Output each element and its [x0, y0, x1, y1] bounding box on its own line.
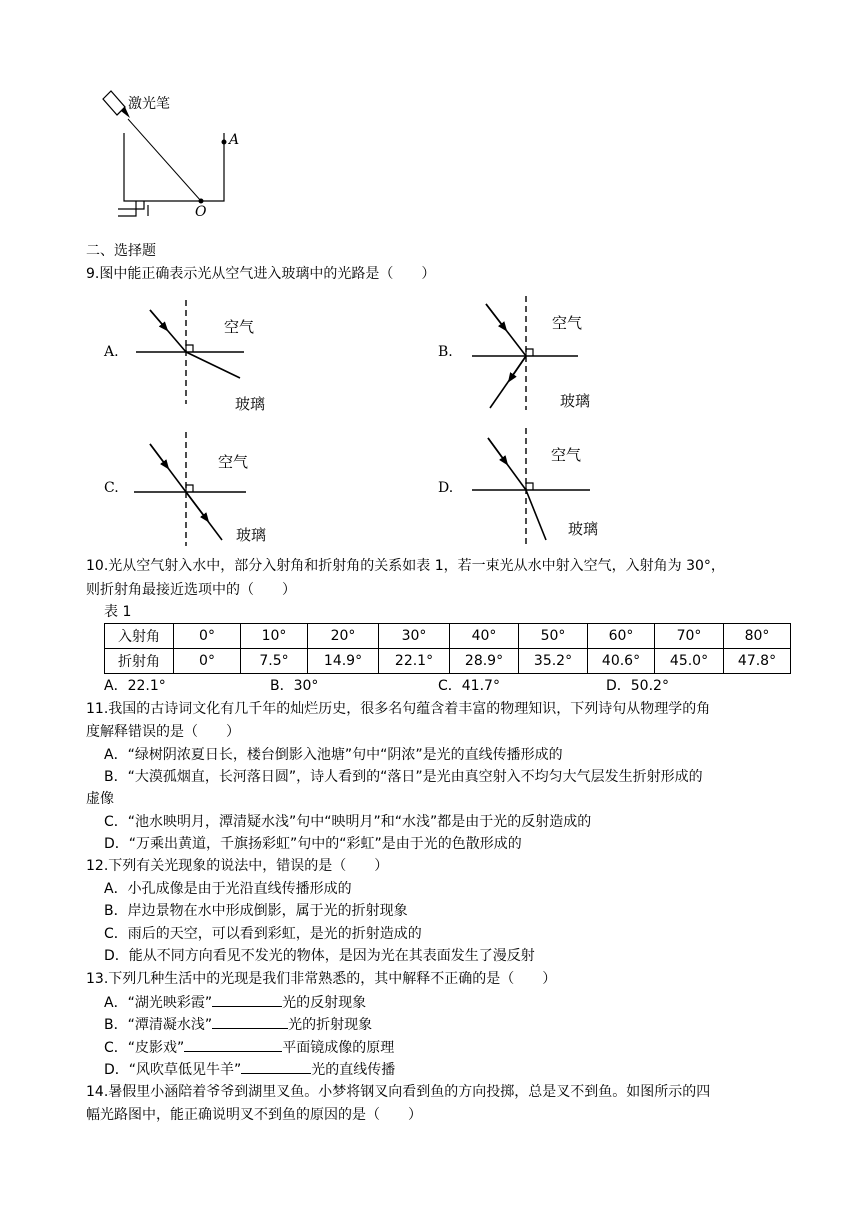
- table-cell: 47.8°: [724, 649, 791, 674]
- answer-blank[interactable]: [212, 1014, 288, 1029]
- table-cell: 0°: [174, 649, 241, 674]
- q9-diagram-c: [134, 432, 249, 546]
- q11-option-b[interactable]: B．“大漠孤烟直，长河落日圆”，诗人看到的“落日”是光由真空射入不均匀大气层发生折射形成的: [104, 769, 703, 785]
- q12-option-b[interactable]: B．岸边景物在水中形成倒影，属于光的折射现象: [104, 903, 408, 919]
- q9-option-b[interactable]: B.: [438, 344, 453, 360]
- q9-diagrams: [0, 0, 860, 560]
- q9-option-c[interactable]: C.: [104, 480, 119, 496]
- air-label-a: 空气: [224, 318, 255, 336]
- q13-option-a-prefix: A．“湖光映彩霞”: [104, 995, 213, 1011]
- air-label-d: 空气: [551, 446, 582, 464]
- q12-option-c[interactable]: C．雨后的天空，可以看到彩虹，是光的折射造成的: [104, 926, 422, 942]
- glass-label-c: 玻璃: [236, 526, 267, 544]
- point-o-label: O: [195, 204, 207, 220]
- q10-stem-line1: 10.光从空气射入水中，部分入射角和折射角的关系如表 1，若一束光从水中射入空气，入射角为 30°，: [86, 558, 725, 574]
- q10-option-c[interactable]: C．41.7°: [438, 678, 500, 694]
- q11-option-c[interactable]: C．“池水映明月，潭清疑水浅”句中“映明月”和“水浅”都是由于光的反射造成的: [104, 814, 592, 830]
- q11-option-b-wrap: 虚像: [86, 791, 114, 807]
- q9-option-d[interactable]: D.: [438, 480, 454, 496]
- table-header: 入射角: [105, 624, 174, 649]
- glass-label-b: 玻璃: [560, 392, 591, 410]
- q13-stem: 13.下列几种生活中的光现是我们非常熟悉的，其中解释不正确的是（ ）: [86, 971, 557, 987]
- table-row-incidence: [105, 624, 791, 649]
- q13-option-b-prefix: B．“潭清凝水浅”: [104, 1017, 213, 1033]
- section-title: 二、选择题: [86, 243, 156, 259]
- q13-option-a-suffix: 光的反射现象: [282, 995, 367, 1011]
- answer-blank[interactable]: [184, 1037, 282, 1052]
- q13-option-c-suffix: 平面镜成像的原理: [282, 1040, 395, 1056]
- table-cell: 22.1°: [379, 649, 450, 674]
- table-cell: 45.0°: [655, 649, 724, 674]
- q13-option-c[interactable]: [104, 1037, 394, 1058]
- q9-stem: 9.图中能正确表示光从空气进入玻璃中的光路是（ ）: [86, 266, 436, 282]
- answer-blank[interactable]: [241, 1059, 311, 1074]
- q11-option-a[interactable]: A．“绿树阴浓夏日长，楼台倒影入池塘”句中“阴浓”是光的直线传播形成的: [104, 747, 563, 763]
- table-row-refraction: [105, 649, 791, 674]
- table-cell: 7.5°: [241, 649, 308, 674]
- q9-option-a[interactable]: A.: [104, 344, 119, 360]
- table-cell: 60°: [588, 624, 655, 649]
- table-cell: 28.9°: [450, 649, 519, 674]
- q12-option-a[interactable]: A．小孔成像是由于光沿直线传播形成的: [104, 881, 352, 897]
- air-label-c: 空气: [218, 453, 249, 471]
- table-cell: 30°: [379, 624, 450, 649]
- table-cell: 14.9°: [308, 649, 379, 674]
- point-a-label: A: [229, 132, 240, 148]
- q11-stem-line2: 度解释错误的是（ ）: [86, 724, 240, 740]
- table-cell: 10°: [241, 624, 308, 649]
- q10-option-d[interactable]: D．50.2°: [606, 678, 669, 694]
- q12-stem: 12.下列有关光现象的说法中，错误的是（ ）: [86, 858, 389, 874]
- q12-option-d[interactable]: D．能从不同方向看见不发光的物体，是因为光在其表面发生了漫反射: [104, 948, 535, 964]
- q13-option-d[interactable]: [104, 1059, 395, 1080]
- q13-option-c-prefix: C．“皮影戏”: [104, 1040, 185, 1056]
- q11-stem-line1: 11.我国的古诗词文化有几千年的灿烂历史，很多名句蕴含着丰富的物理知识，下列诗句从物理学的角: [86, 701, 711, 717]
- q14-stem-line1: 14.暑假里小涵陪着爷爷到湖里叉鱼。小梦将钢叉向看到鱼的方向投掷，总是叉不到鱼。如图所示的四: [86, 1084, 711, 1100]
- table-cell: 70°: [655, 624, 724, 649]
- q13-option-d-suffix: 光的直线传播: [311, 1062, 396, 1078]
- table-cell: 80°: [724, 624, 791, 649]
- table-cell: 50°: [519, 624, 588, 649]
- table-header: 折射角: [105, 649, 174, 674]
- q13-option-d-prefix: D．“风吹草低见牛羊”: [104, 1062, 242, 1078]
- glass-label-a: 玻璃: [235, 395, 266, 413]
- q13-option-a[interactable]: [104, 992, 366, 1013]
- q10-stem-line2: 则折射角最接近选项中的（ ）: [86, 582, 296, 598]
- table-cell: 40°: [450, 624, 519, 649]
- table-caption: 表 1: [104, 604, 132, 620]
- laser-pen-label: 激光笔: [128, 96, 170, 112]
- q13-option-b[interactable]: [104, 1014, 372, 1035]
- q10-option-a[interactable]: A．22.1°: [104, 678, 166, 694]
- angle-table: [104, 623, 791, 674]
- q11-option-d[interactable]: D．“万乘出黄道，千旗扬彩虹”句中的“彩虹”是由于光的色散形成的: [104, 836, 522, 852]
- table-cell: 35.2°: [519, 649, 588, 674]
- glass-label-d: 玻璃: [568, 520, 599, 538]
- q10-option-b[interactable]: B．30°: [270, 678, 319, 694]
- air-label-b: 空气: [552, 314, 583, 332]
- q14-stem-line2: 幅光路图中，能正确说明叉不到鱼的原因的是（ ）: [86, 1107, 422, 1123]
- table-cell: 40.6°: [588, 649, 655, 674]
- q13-option-b-suffix: 光的折射现象: [288, 1017, 373, 1033]
- table-cell: 0°: [174, 624, 241, 649]
- answer-blank[interactable]: [212, 992, 282, 1007]
- table-cell: 20°: [308, 624, 379, 649]
